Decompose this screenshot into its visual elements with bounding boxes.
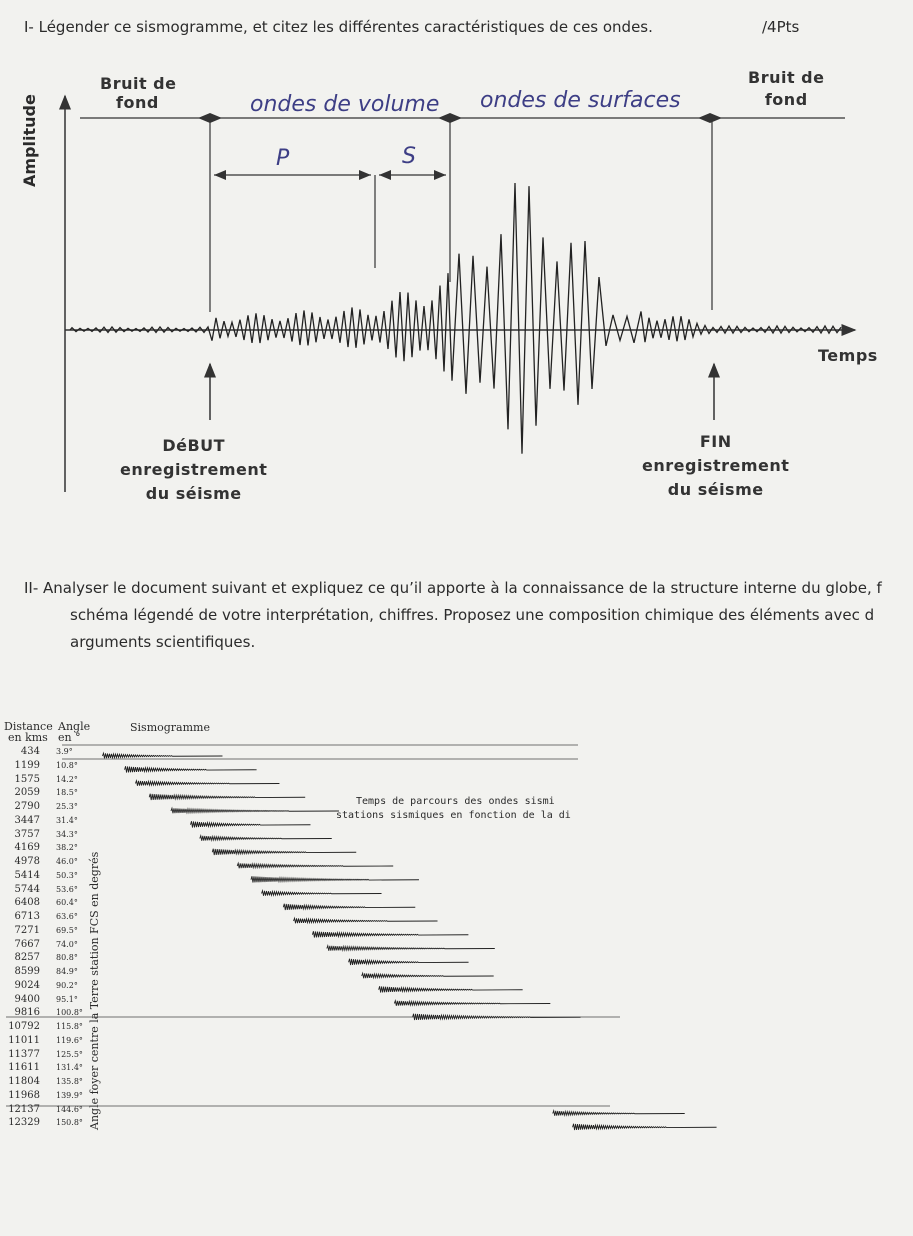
- row-angle: 53.6°: [56, 884, 78, 894]
- row-trace: [553, 1111, 685, 1116]
- row-angle: 139.9°: [56, 1090, 83, 1100]
- row-trace: [327, 946, 495, 951]
- row-distance: 6713: [14, 911, 40, 922]
- row-distance: 1199: [14, 759, 40, 771]
- row-distance: 11804: [8, 1076, 40, 1087]
- row-distance: 2790: [14, 801, 40, 812]
- row-angle: 115.8°: [56, 1022, 83, 1031]
- question-2: II- Analyser le document suivant et expliquez ce qu’il apporte à la connaissance de la structure interne du globe, f schéma légendé de votre interprétation, chiffres. Proposez une composition chimique des éléments avec d arguments scientifiques.: [24, 579, 882, 651]
- row-trace: [573, 1124, 717, 1130]
- row-trace: [251, 876, 419, 882]
- row-angle: 63.6°: [56, 912, 78, 921]
- row-distance: 2059: [14, 787, 40, 799]
- hand-s: S: [402, 144, 416, 169]
- row-trace: [237, 863, 393, 868]
- row-trace: [379, 986, 523, 992]
- row-trace: [190, 821, 310, 827]
- row-distance: 11377: [8, 1048, 40, 1060]
- col-distance-header: Distance en kms: [4, 720, 53, 744]
- bruit-fond-right: Bruit de fond: [748, 68, 825, 109]
- row-trace: [135, 781, 279, 786]
- x-axis-label: Temps: [818, 346, 878, 365]
- row-angle: 95.1°: [56, 994, 78, 1004]
- row-distance: 9816: [14, 1007, 40, 1019]
- col-angle-header: Angle en °: [58, 720, 91, 744]
- row-trace: [349, 959, 469, 965]
- row-angle: 84.9°: [56, 967, 78, 976]
- row-distance: 11968: [8, 1089, 40, 1101]
- row-angle: 150.8°: [56, 1118, 83, 1128]
- document-title-box: Temps de parcours des ondes sismi stations sismiques en fonction de la di: [336, 796, 571, 821]
- row-distance: 6408: [14, 897, 40, 909]
- row-angle: 60.4°: [56, 898, 78, 908]
- row-distance: 4978: [14, 856, 40, 867]
- row-distance: 11011: [8, 1034, 40, 1046]
- row-trace: [362, 973, 494, 978]
- row-distance: 3757: [14, 828, 40, 840]
- seismogram-traces: [0, 740, 913, 1140]
- row-angle: 74.0°: [56, 939, 78, 949]
- row-distance: 434: [20, 746, 40, 757]
- hand-ondes-volume: ondes de volume: [250, 92, 440, 117]
- row-angle: 18.5°: [56, 788, 78, 798]
- row-angle: 144.6°: [56, 1104, 83, 1114]
- row-angle: 125.5°: [56, 1049, 83, 1059]
- row-trace: [149, 794, 305, 800]
- hand-p: P: [276, 146, 290, 171]
- col-sismo-header: Sismogramme: [130, 721, 210, 734]
- row-distance: 12329: [8, 1117, 40, 1129]
- row-distance: 4169: [14, 842, 40, 854]
- row-distance: 11611: [8, 1062, 40, 1074]
- hand-ondes-surfaces: ondes de surfaces: [480, 88, 681, 113]
- row-angle: 38.2°: [56, 843, 78, 853]
- row-distance: 3447: [14, 814, 40, 826]
- row-trace: [312, 931, 468, 937]
- row-distance: 5744: [14, 883, 40, 895]
- row-distance: 7271: [14, 924, 40, 936]
- row-trace: [394, 1001, 550, 1006]
- row-trace: [262, 891, 382, 896]
- fin-label: FIN enregistrement du séisme: [642, 432, 790, 499]
- question-1: I- Légender ce sismogramme, et citez les différentes caractéristiques de ces ondes.: [24, 18, 653, 36]
- row-distance: 7667: [14, 938, 40, 950]
- row-angle: 100.8°: [56, 1008, 83, 1018]
- row-angle: 135.8°: [56, 1077, 83, 1086]
- seismogram-trace: [70, 183, 841, 454]
- row-distance: 12137: [8, 1103, 40, 1115]
- row-distance: 10792: [8, 1021, 40, 1032]
- row-angle: 10.8°: [56, 760, 78, 770]
- row-angle: 80.8°: [56, 953, 78, 963]
- bruit-fond-left: Bruit de fond: [100, 74, 177, 112]
- row-distance: 9400: [14, 993, 40, 1005]
- row-trace: [102, 753, 222, 758]
- row-angle: 119.6°: [56, 1035, 83, 1045]
- row-trace: [283, 904, 415, 910]
- row-trace: [125, 766, 257, 772]
- row-trace: [200, 836, 332, 841]
- row-distance: 9024: [14, 979, 40, 991]
- row-distance: 5414: [14, 869, 40, 881]
- row-angle: 34.3°: [56, 829, 78, 839]
- row-angle: 25.3°: [56, 802, 78, 811]
- debut-label: DéBUT enregistrement du séisme: [120, 436, 268, 503]
- row-angle: 3.9°: [56, 747, 73, 756]
- y-axis-label: Amplitude: [20, 94, 39, 187]
- row-distance: 8257: [14, 952, 40, 964]
- row-distance: 8599: [14, 966, 40, 977]
- vertical-angle-label: Angle foyer centre la Terre station FCS en degrés: [88, 851, 101, 1130]
- row-distance: 1575: [14, 773, 40, 785]
- points: /4Pts: [762, 18, 800, 36]
- row-angle: 14.2°: [56, 774, 78, 784]
- row-angle: 46.0°: [56, 857, 78, 866]
- row-angle: 131.4°: [56, 1063, 83, 1073]
- row-angle: 50.3°: [56, 870, 78, 880]
- row-angle: 90.2°: [56, 980, 78, 990]
- row-trace: [212, 849, 356, 855]
- row-angle: 69.5°: [56, 925, 78, 935]
- row-angle: 31.4°: [56, 815, 78, 825]
- row-trace: [294, 918, 438, 923]
- row-trace: [171, 808, 339, 813]
